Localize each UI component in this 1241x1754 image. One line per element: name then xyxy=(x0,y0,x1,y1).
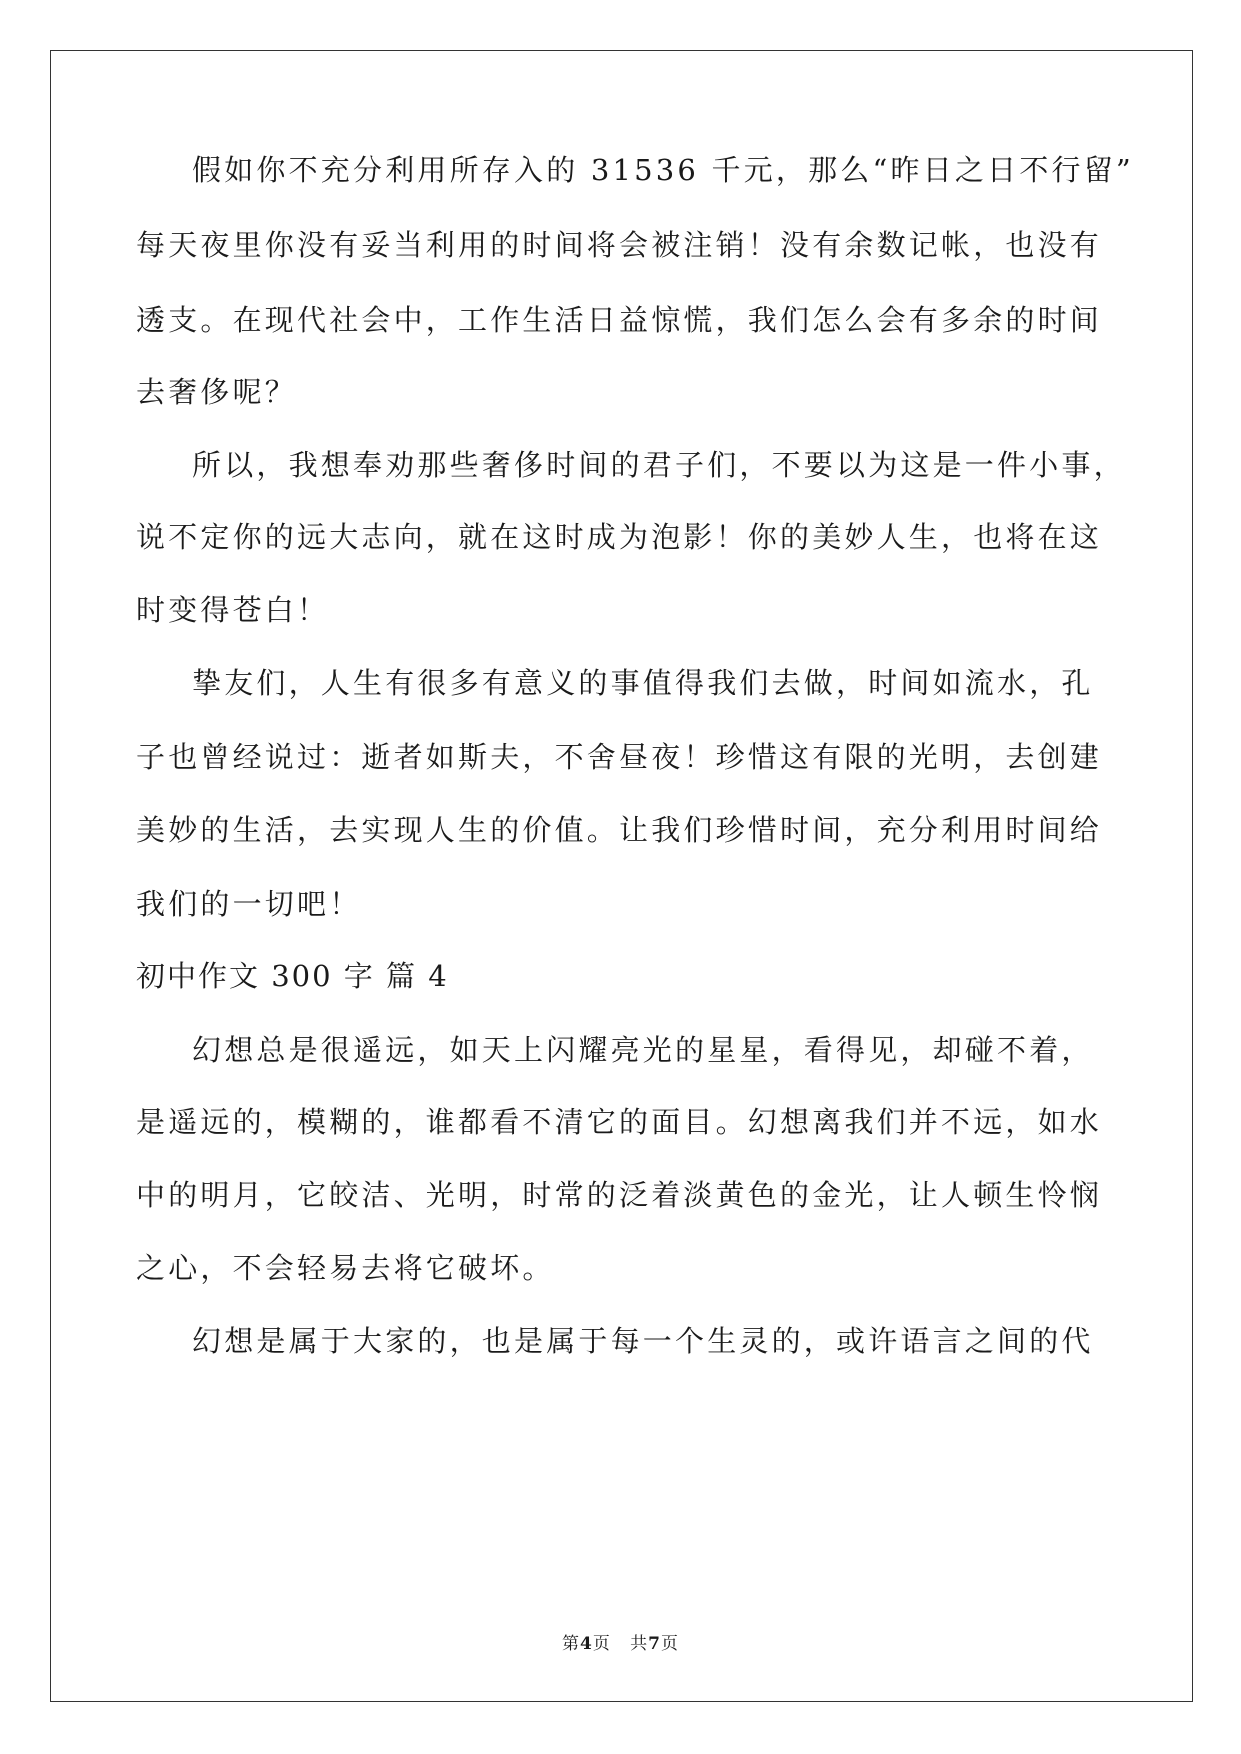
paragraph-line: 之心，不会轻易去将它破坏。 xyxy=(136,1251,555,1285)
total-page-number: 7 xyxy=(648,1634,661,1654)
paragraph-line: 美妙的生活，去实现人生的价值。让我们珍惜时间，充分利用时间给 xyxy=(136,813,1103,847)
paragraph-line: 挚友们，人生有很多有意义的事值得我们去做，时间如流水，孔 xyxy=(192,666,1094,700)
paragraph-line: 是遥远的，模糊的，谁都看不清它的面目。幻想离我们并不远，如水 xyxy=(136,1105,1103,1139)
page-frame xyxy=(50,50,1193,1702)
paragraph-line: 假如你不充分利用所存入的 31536 千元，那么“昨日之日不行留” xyxy=(192,153,1134,187)
paragraph-line: 中的明月，它皎洁、光明，时常的泛着淡黄色的金光，让人顿生怜悯 xyxy=(136,1178,1103,1212)
paragraph-line: 去奢侈呢？ xyxy=(136,375,298,409)
paragraph-line: 时变得苍白！ xyxy=(136,593,330,627)
paragraph-line: 每天夜里你没有妥当利用的时间将会被注销！没有余数记帐，也没有 xyxy=(136,228,1103,262)
section-heading: 初中作文 300 字 篇 4 xyxy=(136,959,449,993)
paragraph-line: 幻想总是很遥远，如天上闪耀亮光的星星，看得见，却碰不着， xyxy=(192,1033,1094,1067)
paragraph-line: 幻想是属于大家的，也是属于每一个生灵的，或许语言之间的代 xyxy=(192,1324,1094,1358)
page-footer xyxy=(0,1632,1241,1656)
footer-mid: 页 共 xyxy=(592,1634,649,1654)
footer-suffix: 页 xyxy=(660,1634,679,1654)
paragraph-line: 子也曾经说过：逝者如斯夫，不舍昼夜！珍惜这有限的光明，去创建 xyxy=(136,740,1103,774)
paragraph-line: 所以，我想奉劝那些奢侈时间的君子们，不要以为这是一件小事， xyxy=(192,448,1126,482)
paragraph-line: 说不定你的远大志向，就在这时成为泡影！你的美妙人生，也将在这 xyxy=(136,520,1103,554)
footer-prefix: 第 xyxy=(562,1634,581,1654)
current-page-number: 4 xyxy=(580,1634,593,1654)
paragraph-line: 透支。在现代社会中，工作生活日益惊慌，我们怎么会有多余的时间 xyxy=(136,303,1103,337)
paragraph-line: 我们的一切吧！ xyxy=(136,887,362,921)
